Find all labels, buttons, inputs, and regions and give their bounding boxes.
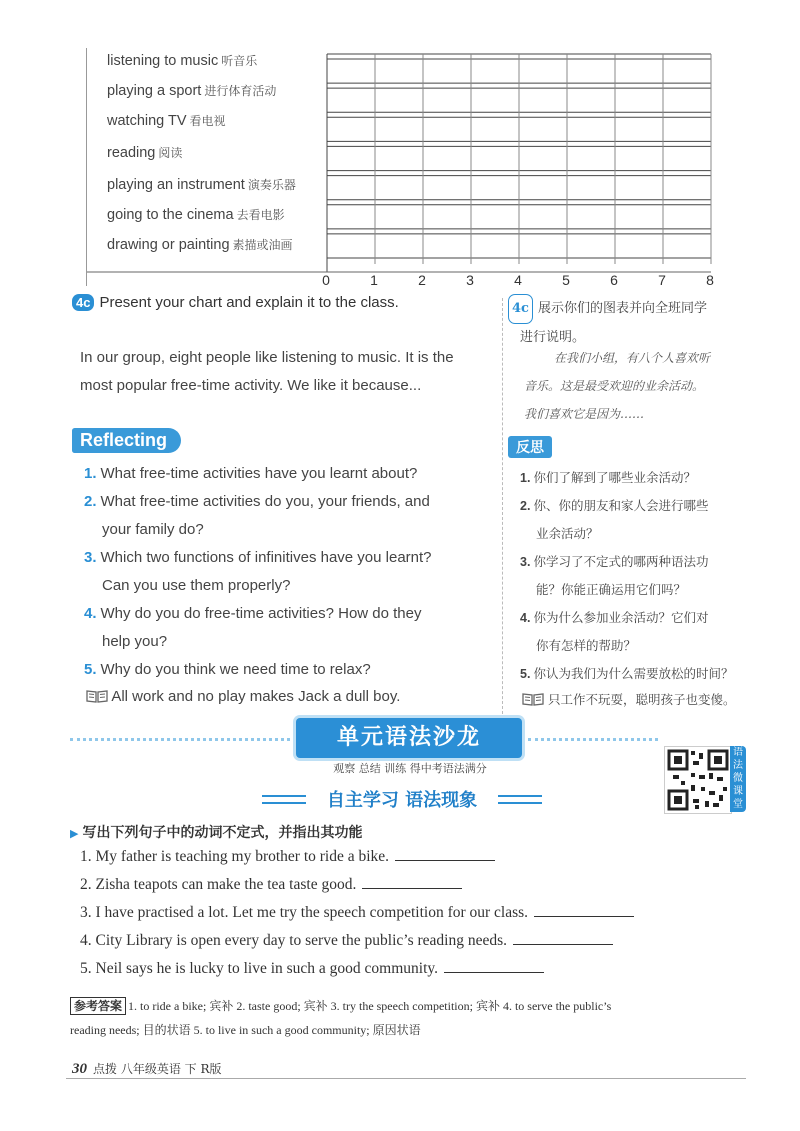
proverb-zh: 只工作不玩耍，聪明孩子也变傻。 <box>522 690 736 708</box>
answer-blank[interactable] <box>362 874 462 889</box>
answer-blank[interactable] <box>395 846 495 861</box>
grammar-banner-subtitle: 观察 总结 训练 得中考语法满分 <box>333 762 487 775</box>
proverb: All work and no play makes Jack a dull boy. <box>86 688 400 705</box>
reflect-question-zh: 1. 你们了解到了哪些业余活动？ <box>520 470 696 485</box>
activity-chart <box>86 48 713 286</box>
activity-label: going to the cinema 去看电影 <box>107 207 285 223</box>
task-4c-zh-title: 4c 展示你们的图表并向全班同学 进行说明。 <box>508 294 758 352</box>
reflect-question: 5. Why do you think we need time to relax? <box>84 661 371 678</box>
task-badge-zh: 4c <box>508 294 533 324</box>
x-tick-label: 3 <box>466 272 474 288</box>
page-number: 30 <box>72 1061 87 1077</box>
activity-label: playing a sport 进行体育活动 <box>107 83 277 99</box>
section-title: 自主学习 语法现象 <box>326 790 478 811</box>
activity-label: reading 阅读 <box>107 145 183 161</box>
book-icon <box>86 689 108 703</box>
qr-tag: 语法微课堂 <box>730 746 746 812</box>
task-4c-title: 4c Present your chart and explain it to the class. <box>72 294 399 311</box>
x-tick-label: 1 <box>370 272 378 288</box>
reflect-question-zh: 2. 你、你的朋友和家人会进行哪些 业余活动？ <box>520 498 709 541</box>
exercise-instruction: ▶ 写出下列句子中的动词不定式，并指出其功能 <box>70 825 363 841</box>
exercise-item: 4. City Library is open every day to serve the public’s reading needs. <box>80 930 613 950</box>
x-tick-label: 8 <box>706 272 714 288</box>
page-footer <box>72 1060 221 1078</box>
book-title: 点拨 八年级英语 下 R版 <box>93 1062 222 1076</box>
grammar-banner: 单元语法沙龙 <box>296 718 522 758</box>
x-tick-label: 0 <box>322 272 330 288</box>
qr-code-icon[interactable] <box>664 746 732 814</box>
activity-label: watching TV 看电视 <box>107 113 226 129</box>
exercise-item: 3. I have practised a lot. Let me try the speech competition for our class. <box>80 902 634 922</box>
book-icon <box>522 692 544 706</box>
answer-key-tag: 参考答案 <box>70 997 126 1015</box>
reflect-question: 2. What free-time activities do you, your friends, and your family do? <box>84 493 430 538</box>
reflect-question-zh: 5. 你认为我们为什么需要放松的时间？ <box>520 666 734 681</box>
task-4c-example: In our group, eight people like listening to music. It is the most popular free-time activity. We like it because... <box>80 349 454 394</box>
activity-label: drawing or painting 素描或油画 <box>107 237 293 253</box>
section-title-deco-right <box>498 795 542 804</box>
activity-label: listening to music 听音乐 <box>107 53 258 69</box>
exercise-item: 5. Neil says he is lucky to live in such a good community. <box>80 958 544 978</box>
x-tick-label: 7 <box>658 272 666 288</box>
reflecting-title: Reflecting <box>72 428 181 453</box>
answer-blank[interactable] <box>444 958 544 973</box>
reflect-question: 3. Which two functions of infinitives have you learnt? Can you use them properly? <box>84 549 432 594</box>
exercise-item: 2. Zisha teapots can make the tea taste good. <box>80 874 462 894</box>
footer-rule <box>66 1078 746 1079</box>
x-tick-label: 5 <box>562 272 570 288</box>
banner-divider-right <box>528 738 658 741</box>
x-tick-label: 6 <box>610 272 618 288</box>
banner-divider-left <box>70 738 290 741</box>
x-tick-label: 4 <box>514 272 522 288</box>
reflect-question: 1. What free-time activities have you learnt about? <box>84 465 418 482</box>
reflecting-zh-title: 反思 <box>508 436 552 458</box>
triangle-icon: ▶ <box>70 827 79 840</box>
reflect-question-zh: 3. 你学习了不定式的哪两种语法功 能？你能正确运用它们吗？ <box>520 554 709 597</box>
column-divider <box>502 298 503 714</box>
answer-blank[interactable] <box>513 930 613 945</box>
task-badge: 4c <box>72 294 94 311</box>
x-tick-label: 2 <box>418 272 426 288</box>
task-4c-zh-example: 在我们小组，有八个人喜欢听 音乐。这是最受欢迎的业余活动。 我们喜欢它是因为…… <box>524 351 711 421</box>
answer-blank[interactable] <box>534 902 634 917</box>
answer-key: 参考答案 1. to ride a bike; 宾补 2. taste good; 宾补 3. try the speech competition; 宾补 4. to serve the public’s reading needs; 目的状语 5. to live in such a good community; 原因状语 <box>70 999 612 1037</box>
reflect-question: 4. Why do you do free-time activities? How do they help you? <box>84 605 422 650</box>
exercise-item: 1. My father is teaching my brother to ride a bike. <box>80 846 495 866</box>
reflect-question-zh: 4. 你为什么参加业余活动？它们对 你有怎样的帮助？ <box>520 610 709 653</box>
activity-label: playing an instrument 演奏乐器 <box>107 177 296 193</box>
